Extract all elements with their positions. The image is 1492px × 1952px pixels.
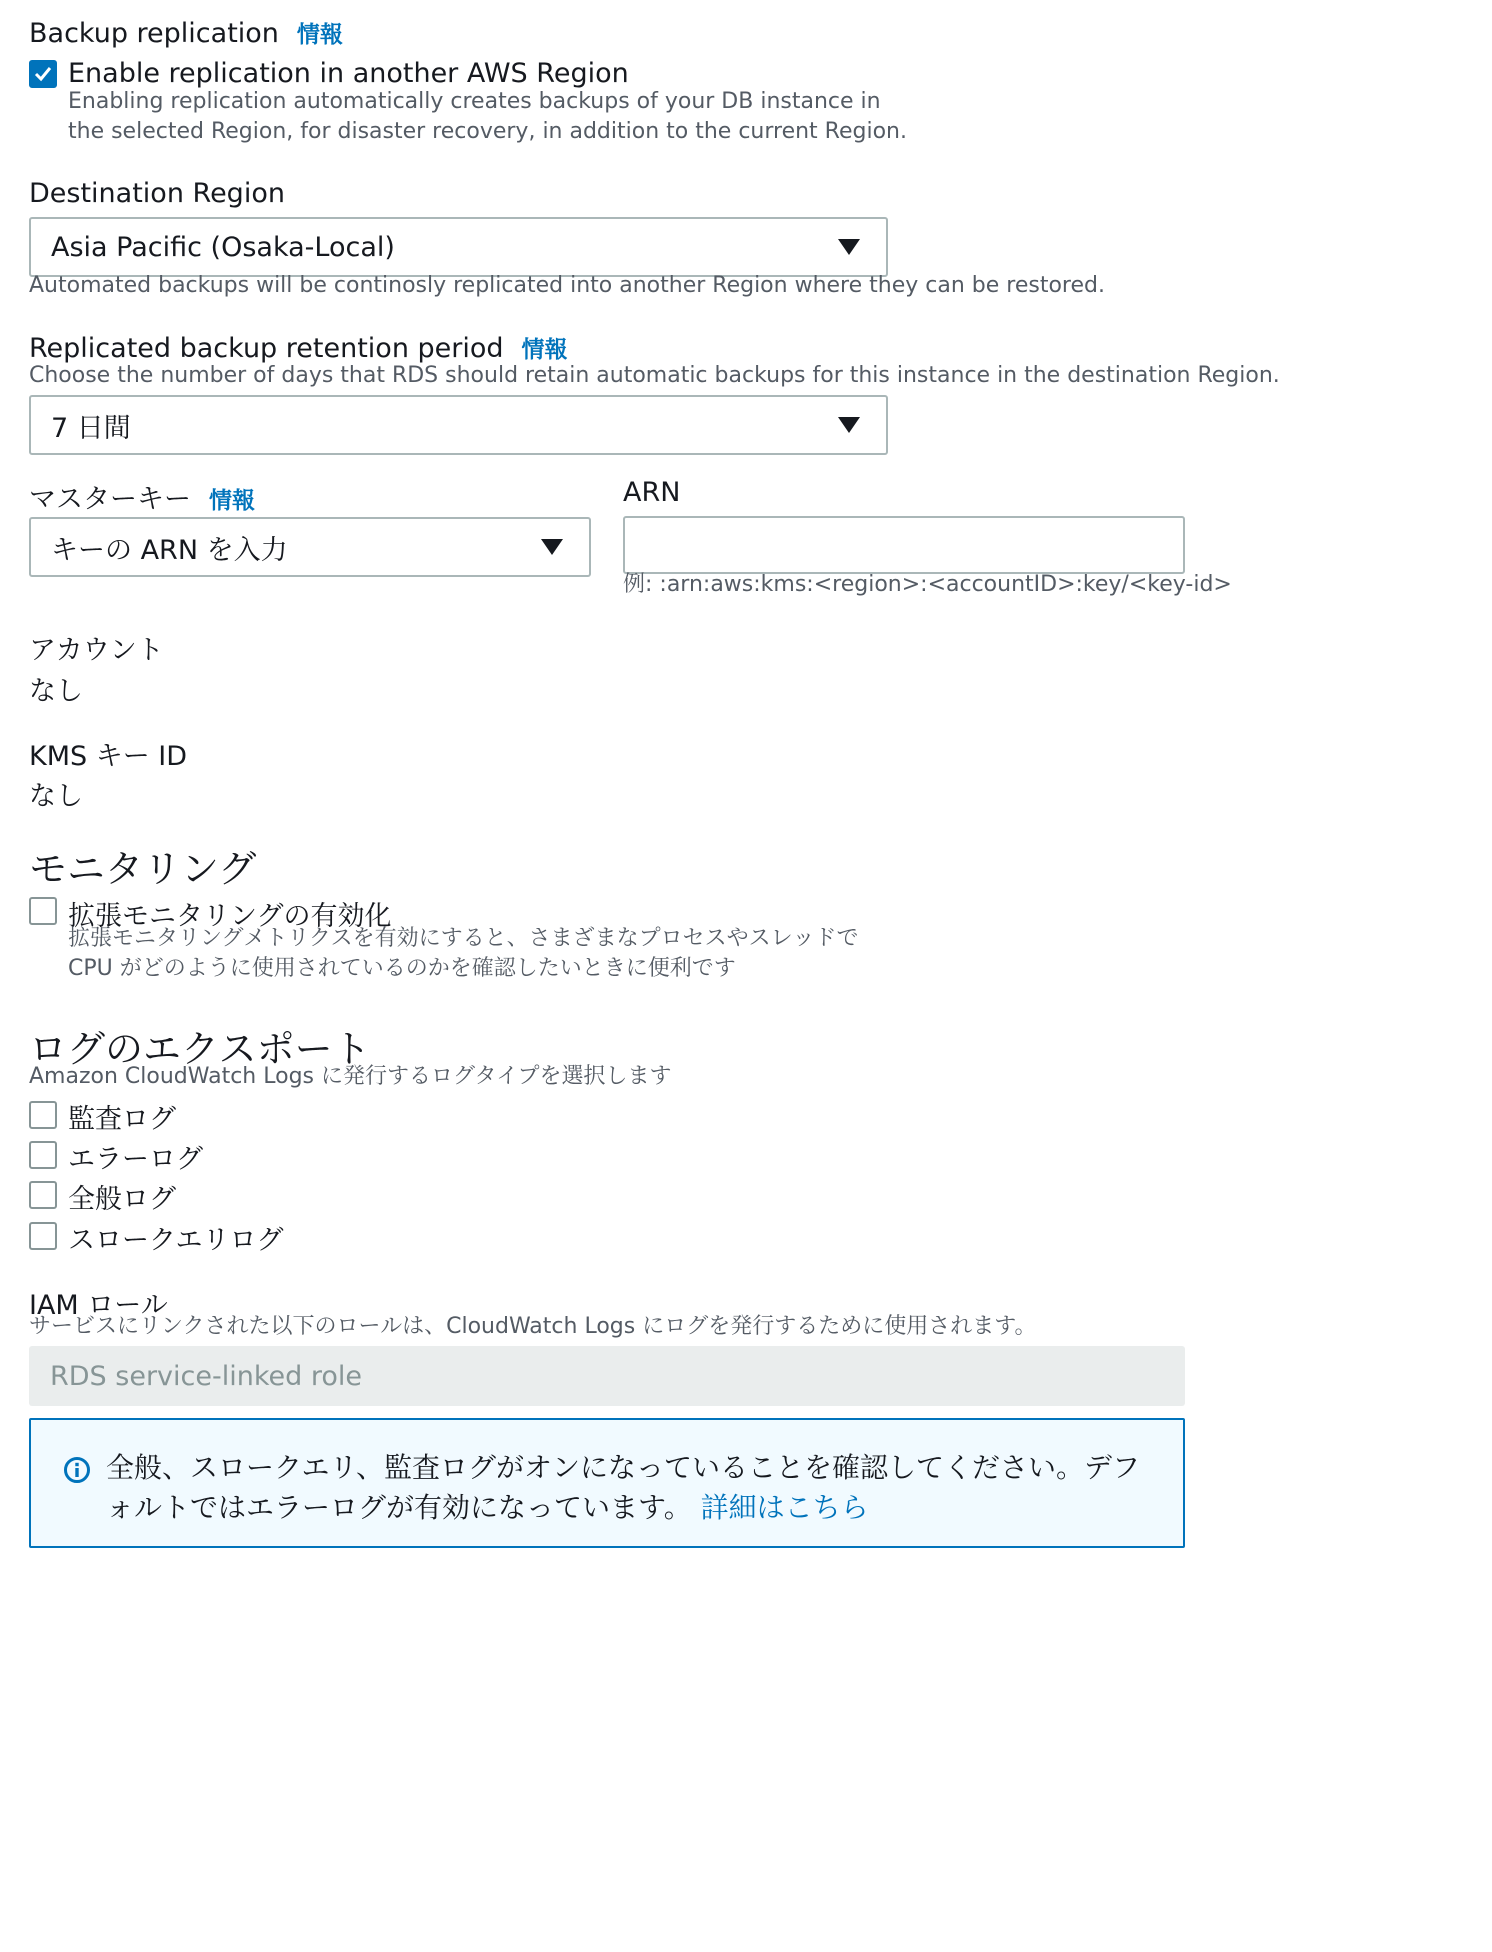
backup-replication-title: Backup replication (29, 18, 279, 49)
learn-more-link[interactable]: 詳細はこちら (700, 1491, 869, 1524)
audit-log-checkbox[interactable] (29, 1101, 57, 1129)
log-exports-title: ログのエクスポート (29, 1027, 371, 1071)
error-log-label[interactable]: エラーログ (68, 1144, 203, 1175)
info-notice-message: 全般、スロークエリ、監査ログがオンになっていることを確認してください。デフォルトではエラーログが有効になっています。 (106, 1451, 1141, 1524)
audit-log-label[interactable]: 監査ログ (68, 1104, 176, 1135)
iam-role-field (29, 1346, 1185, 1406)
checkmark-icon (33, 64, 53, 84)
iam-role-description: サービスにリンクされた以下のロールは、CloudWatch Logs にログを発行するために使用されます。 (29, 1314, 1037, 1339)
account-value: なし (29, 676, 83, 707)
slow-query-log-label[interactable]: スロークエリログ (68, 1225, 284, 1256)
destination-region-help: Automated backups will be continosly replicated into another Region where they can be restored. (29, 273, 1105, 298)
backup-replication-info-link[interactable]: 情報 (296, 22, 343, 48)
info-notice-text (106, 1448, 1156, 1528)
iam-role-value: RDS service-linked role (50, 1360, 362, 1392)
master-key-heading (29, 477, 255, 516)
enhanced-monitoring-checkbox[interactable] (29, 897, 57, 925)
retention-label: Replicated backup retention period (29, 333, 504, 364)
master-key-info-link[interactable]: 情報 (209, 488, 255, 514)
enable-replication-checkbox[interactable] (29, 60, 57, 88)
backup-replication-section-title (29, 16, 343, 49)
destination-region-value: Asia Pacific (Osaka-Local) (51, 231, 395, 263)
master-key-value: キーの ARN を入力 (51, 534, 288, 566)
retention-select[interactable] (29, 395, 888, 455)
retention-info-link[interactable]: 情報 (521, 337, 568, 363)
arn-input[interactable] (623, 516, 1185, 574)
retention-value: 7 日間 (51, 412, 131, 444)
log-exports-description: Amazon CloudWatch Logs に発行するログタイプを選択します (29, 1064, 672, 1089)
account-label: アカウント (29, 635, 164, 666)
master-key-select[interactable] (29, 517, 591, 577)
arn-example: 例: :arn:aws:kms:<region>:<accountID>:key/<key-id> (623, 572, 1232, 597)
error-log-checkbox[interactable] (29, 1141, 57, 1169)
caret-down-icon (838, 417, 860, 433)
info-icon (63, 1456, 91, 1484)
general-log-checkbox[interactable] (29, 1181, 57, 1209)
enable-replication-label[interactable]: Enable replication in another AWS Region (68, 58, 629, 89)
general-log-label[interactable]: 全般ログ (68, 1184, 176, 1215)
enable-replication-description: Enabling replication automatically creates backups of your DB instance in the selected Region, for disaster recovery, in addition to the current Region. (68, 89, 907, 144)
enhanced-monitoring-description: 拡張モニタリングメトリクスを有効にすると、さまざまなプロセスやスレッドで CPU がどのように使用されているのかを確認したいときに便利です (68, 926, 859, 981)
kms-key-id-label: KMS キー ID (29, 741, 188, 772)
retention-heading (29, 331, 568, 364)
destination-region-label: Destination Region (29, 178, 285, 209)
destination-region-select[interactable] (29, 217, 888, 277)
caret-down-icon (838, 239, 860, 255)
iam-role-label: IAM ロール (29, 1290, 168, 1321)
kms-key-id-value: なし (29, 781, 83, 812)
retention-description: Choose the number of days that RDS should retain automatic backups for this instance in the destination Region. (29, 363, 1280, 388)
slow-query-log-checkbox[interactable] (29, 1222, 57, 1250)
monitoring-title: モニタリング (29, 847, 257, 891)
master-key-label: マスターキー (29, 484, 191, 515)
arn-label: ARN (623, 477, 681, 508)
caret-down-icon (541, 539, 563, 555)
info-notice (29, 1418, 1185, 1548)
enhanced-monitoring-label[interactable]: 拡張モニタリングの有効化 (68, 901, 392, 932)
